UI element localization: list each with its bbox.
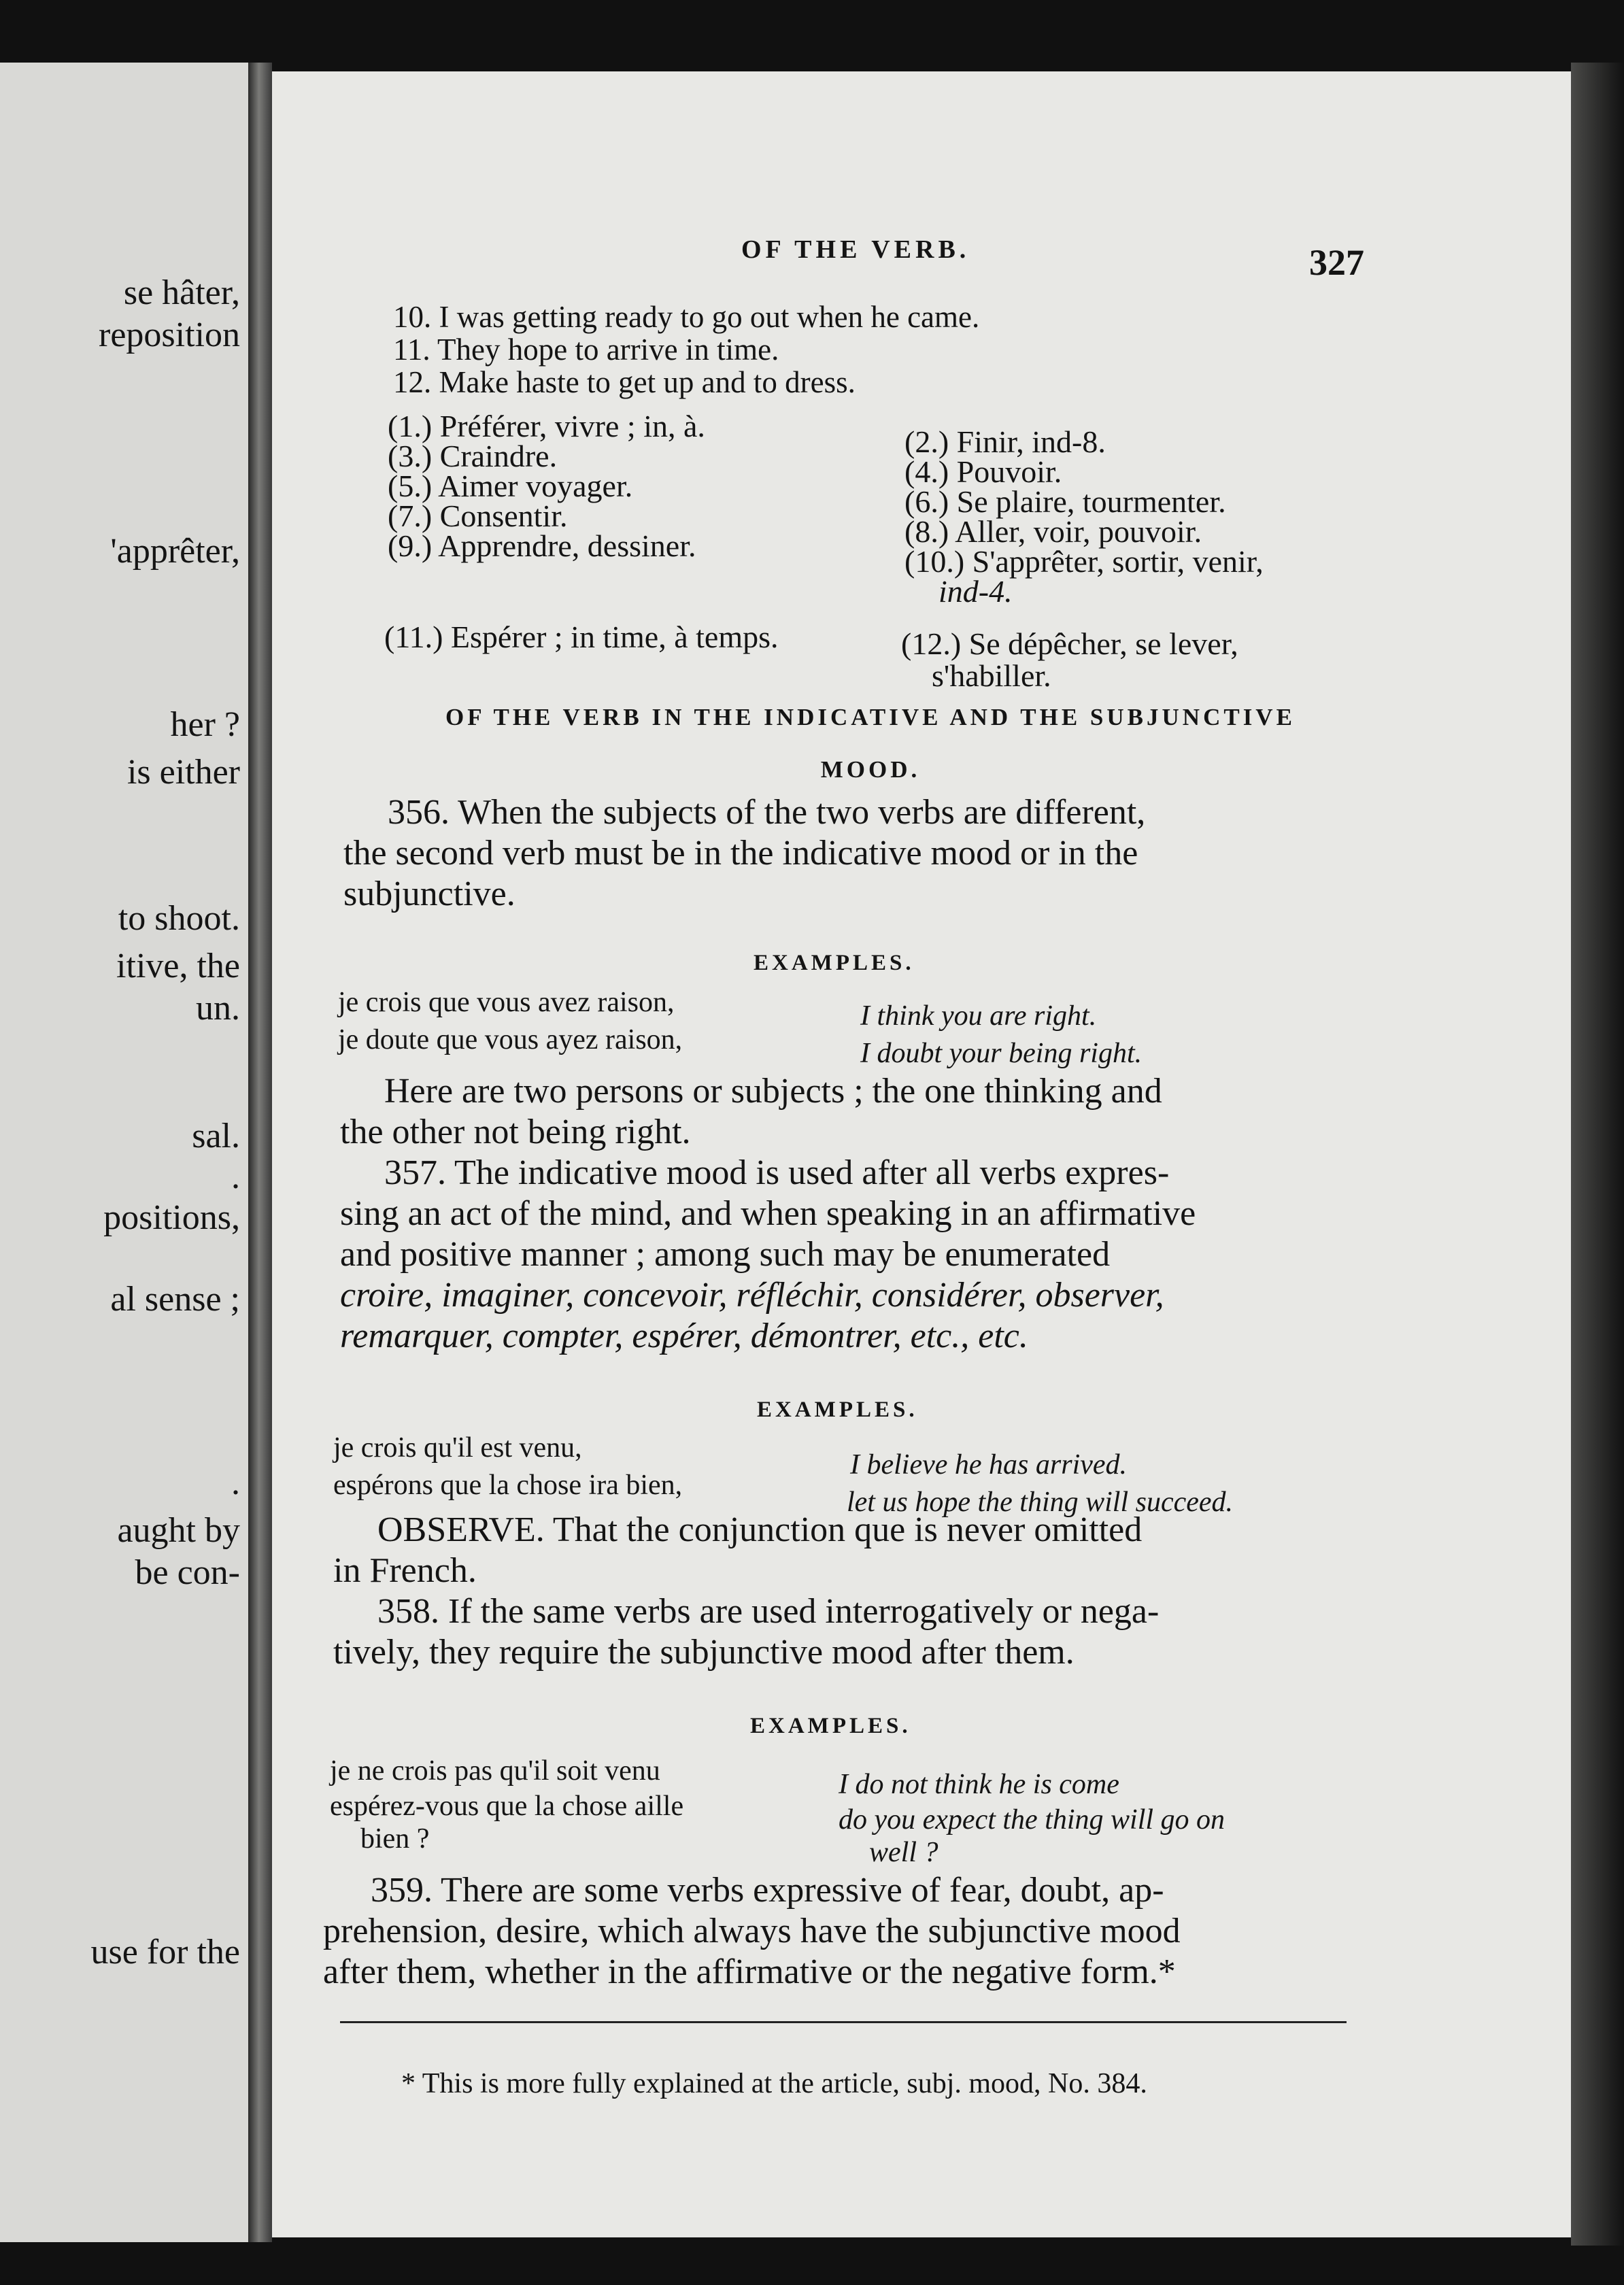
here-line-2: the other not being right. [340,1113,691,1151]
verb-1: (1.) Préférer, vivre ; in, à. [388,409,705,443]
p356-line-3: subjunctive. [343,875,515,913]
p359-line-3: after them, whether in the affirmative or the negative form.* [323,1952,1176,1991]
exercise-11: 11. They hope to arrive in time. [393,333,779,367]
verb-9: (9.) Apprendre, dessiner. [388,528,696,563]
p356-line-2: the second verb must be in the indicative mood or in the [343,834,1138,873]
facing-page-line: to shoot. [118,899,240,938]
observe-paragraph [333,1510,1353,1591]
p357-line-5: remarquer, compter, espérer, démontrer, etc., etc. [340,1317,1028,1355]
p358-line-1: 358. If the same verbs are used interrogatively or nega- [377,1592,1160,1631]
example-4-en: let us hope the thing will succeed. [847,1487,1234,1518]
verb-12: (12.) Se dépêcher, se lever, [901,626,1238,661]
p357-line-4: croire, imaginer, concevoir, réfléchir, considérer, observer, [340,1276,1164,1315]
paragraph-357 [340,1153,1360,1357]
verbs-left-column [388,411,705,561]
facing-page-line: al sense ; [110,1280,240,1319]
paragraph-358 [333,1591,1353,1673]
exercise-12: 12. Make haste to get up and to dress. [393,365,856,399]
verb-12-cont: s'habiller. [932,658,1051,693]
facing-page-line: be con- [135,1553,240,1592]
example-4-fr: espérons que la chose ira bien, [333,1470,683,1501]
example-1-en: I think you are right. [860,1000,1097,1032]
p357-line-1: 357. The indicative mood is used after all verbs expres- [384,1153,1170,1192]
p357-line-3: and positive manner ; among such may be enumerated [340,1235,1111,1274]
footnote-rule [340,2021,1347,2023]
verb-11: (11.) Espérer ; in time, à temps. [384,620,779,654]
examples-heading-2: EXAMPLES. [757,1398,918,1422]
facing-page-line: positions, [103,1198,240,1237]
verb-10: (10.) S'apprêter, sortir, venir, [904,544,1264,579]
facing-page-line: itive, the [116,947,240,985]
example-2-fr: je doute que vous ayez raison, [338,1024,683,1055]
facing-page-fragment [0,63,248,2242]
facing-page-line: use for the [90,1933,240,1971]
facing-page-line: . [231,1157,240,1196]
here-paragraph [340,1071,1360,1153]
running-head: OF THE VERB. [741,235,970,264]
verb-6: (6.) Se plaire, tourmenter. [904,484,1226,519]
p357-line-2: sing an act of the mind, and when speaking in an affirmative [340,1194,1196,1233]
verb-5: (5.) Aimer voyager. [388,469,633,503]
p359-line-2: prehension, desire, which always have the subjunctive mood [323,1912,1181,1950]
examples-heading-3: EXAMPLES. [750,1714,911,1738]
here-line-1: Here are two persons or subjects ; the one thinking and [384,1072,1162,1111]
example-1-fr: je crois que vous avez raison, [338,987,675,1018]
p359-line-1: 359. There are some verbs expressive of fear, doubt, ap- [371,1871,1164,1910]
verb-7: (7.) Consentir. [388,498,568,533]
facing-page-line: is either [126,753,240,792]
section-heading: OF THE VERB IN THE INDICATIVE AND THE SUBJUNCTIVE [445,704,1296,730]
facing-page-line: reposition [99,316,240,354]
section-heading-cont: MOOD. [820,756,921,783]
footnote: * This is more fully explained at the article, subj. mood, No. 384. [401,2068,1147,2099]
example-5-en: I do not think he is come [839,1769,1119,1800]
example-3-en: I believe he has arrived. [850,1449,1128,1480]
example-2-en: I doubt your being right. [860,1038,1143,1069]
paragraph-359 [323,1870,1343,1993]
verb-10-cont: ind-4. [938,574,1013,609]
example-6-en: do you expect the thing will go on [839,1804,1225,1835]
verb-3: (3.) Craindre. [388,439,558,473]
observe-line-2: in French. [333,1551,477,1590]
facing-page-line: sal. [192,1117,240,1155]
exercise-10: 10. I was getting ready to go out when he came. [393,300,980,334]
example-3-fr: je crois qu'il est venu, [333,1432,582,1463]
example-6-en-cont: well ? [869,1837,938,1868]
page-number: 327 [1309,242,1364,283]
p358-line-2: tively, they require the subjunctive mood after them. [333,1633,1075,1672]
example-6-fr-cont: bien ? [360,1823,430,1855]
facing-page-line: aught by [117,1511,240,1550]
facing-page-line: 'apprêter, [110,532,240,571]
verbs-right-column [904,424,1264,609]
facing-page-line: her ? [170,705,240,744]
observe-line-1: OBSERVE. That the conjunction que is never omitted [377,1510,1143,1549]
verb-4: (4.) Pouvoir. [904,454,1062,489]
p356-line-1: 356. When the subjects of the two verbs are different, [388,793,1146,832]
paragraph-356 [343,792,1408,915]
facing-page-line: . [231,1463,240,1502]
facing-page-line: se hâter, [123,273,240,312]
book-spine [248,63,272,2242]
example-6-fr: espérez-vous que la chose aille [330,1791,684,1822]
verb-8: (8.) Aller, voir, pouvoir. [904,514,1202,549]
examples-heading-1: EXAMPLES. [754,951,915,975]
facing-page-line: un. [196,989,240,1028]
example-5-fr: je ne crois pas qu'il soit venu [330,1755,660,1787]
page-edge-shadow [1571,63,1624,2246]
verb-2: (2.) Finir, ind-8. [904,424,1106,459]
